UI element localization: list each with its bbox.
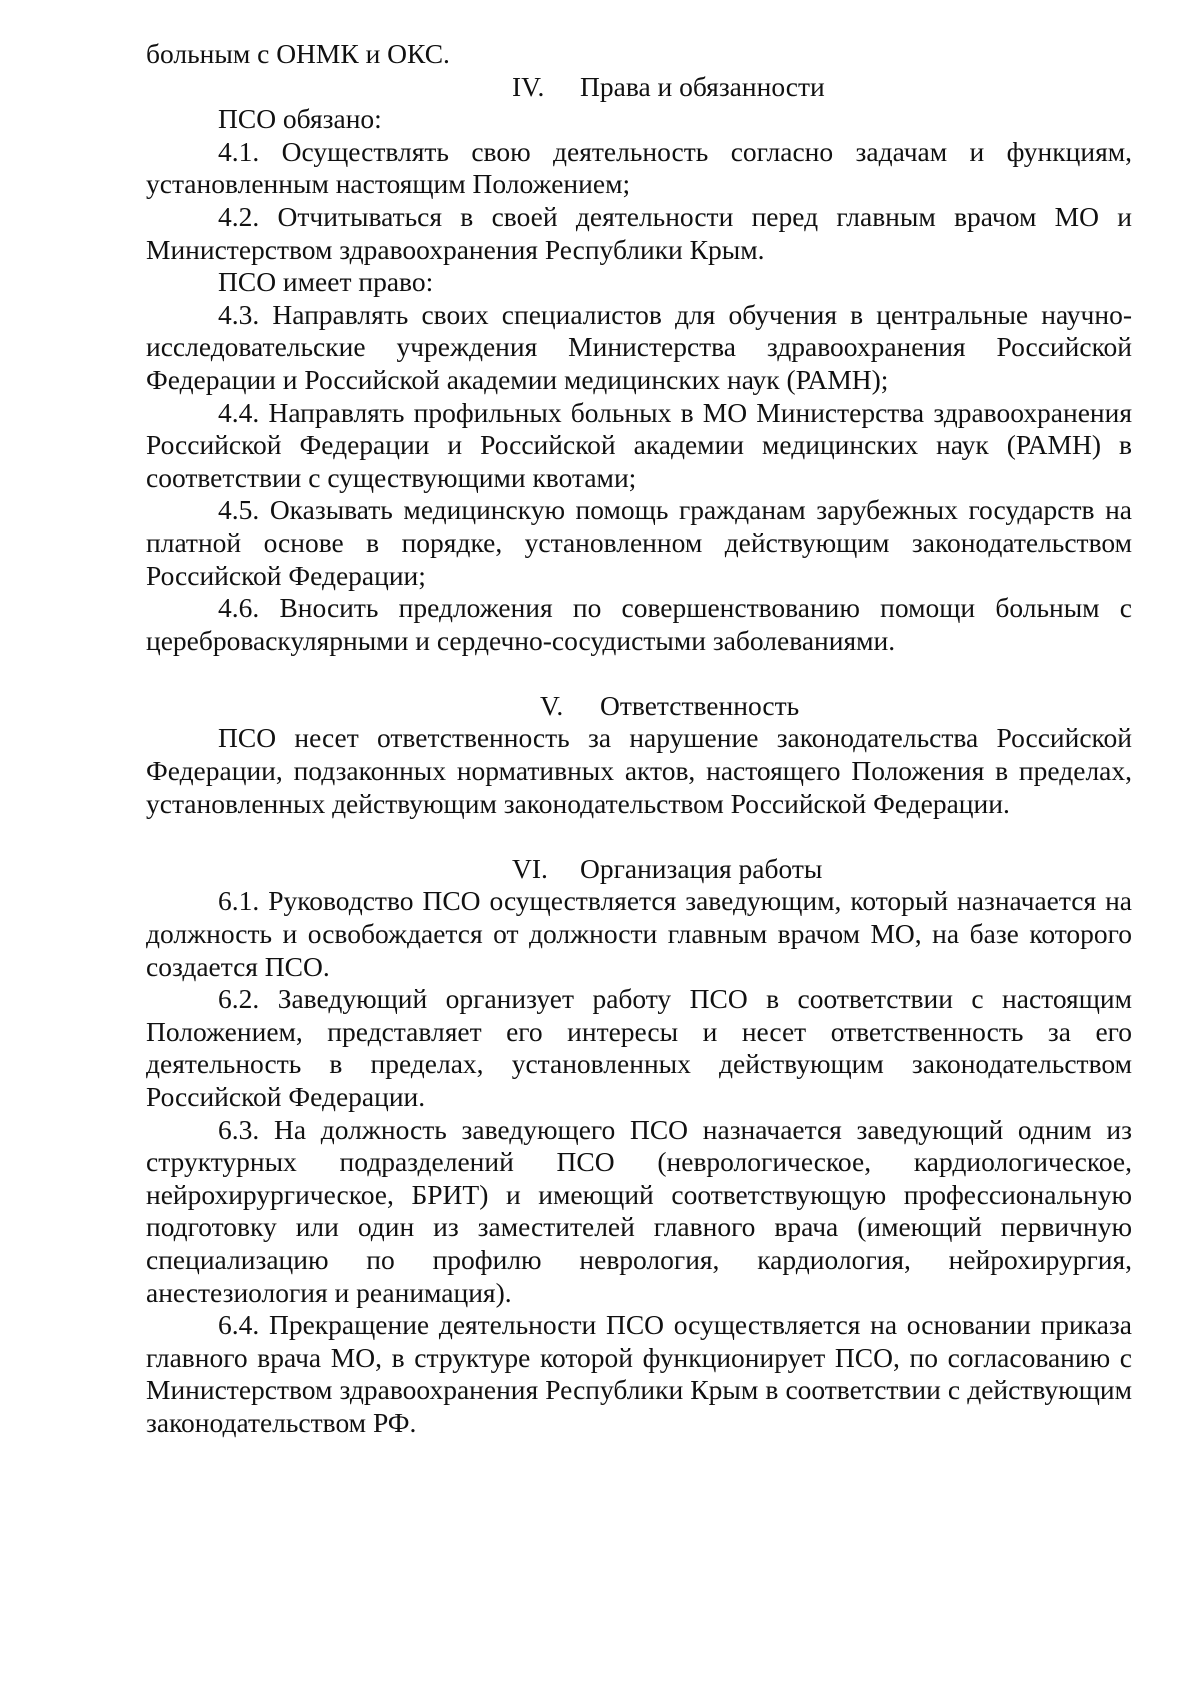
paragraph-6-4: 6.4. Прекращение деятельности ПСО осуществляется на основании приказа главного врача МО, в структуре которой функционирует ПСО, по согласованию с Министерством здравоохранения Республики Крым в соответствии с действующим законодательством РФ. [146, 1309, 1132, 1438]
paragraph-6-1: 6.1. Руководство ПСО осуществляется заведующим, который назначается на должность и освобождается от должности главным врачом МО, на базе которого создается ПСО. [146, 885, 1132, 982]
paragraph-4-6: 4.6. Вносить предложения по совершенствованию помощи больным с цереброваскулярными и сердечно-сосудистыми заболеваниями. [146, 592, 1132, 656]
section-5-title: Ответственность [600, 689, 800, 721]
document-page [146, 38, 1132, 1440]
section-5-text: ПСО несет ответственность за нарушение законодательства Российской Федерации, подзаконных нормативных актов, настоящего Положения в пределах, установленных действующим законодательством Российской Федерации. [146, 722, 1132, 819]
paragraph-4-4: 4.4. Направлять профильных больных в МО Министерства здравоохранения Российской Федерации и Российской академии медицинских наук (РАМН) в соответствии с существующими квотами; [146, 396, 1132, 493]
intro-tail-text: больным с ОНМК и ОКС. [146, 38, 450, 69]
section-6-heading [146, 853, 1132, 886]
section-5-heading [146, 690, 1132, 723]
section-4-heading [146, 71, 1132, 104]
paragraph-4-2: 4.2. Отчитываться в своей деятельности перед главным врачом МО и Министерством здравоохранения Республики Крым. [146, 200, 1132, 265]
paragraph-4-5: 4.5. Оказывать медицинскую помощь гражданам зарубежных государств на платной основе в порядке, установленном действующим законодательством Российской Федерации; [146, 494, 1132, 591]
section-4-title: Права и обязанности [580, 70, 825, 102]
section-6-title: Организация работы [580, 852, 823, 884]
paragraph-6-2: 6.2. Заведующий организует работу ПСО в соответствии с настоящим Положением, представляет его интересы и несет ответственность за его деятельность в пределах, установленных действующим законодательством Российской Федерации. [146, 983, 1132, 1112]
paragraph-4-3: 4.3. Направлять своих специалистов для обучения в центральные научно-исследовательские учреждения Министерства здравоохранения Российской Федерации и Российской академии медицинских наук (РАМН); [146, 298, 1132, 395]
paragraph-4-1: 4.1. Осуществлять свою деятельность согласно задачам и функциям, установленным настоящим Положением; [146, 135, 1132, 200]
section-4-number: IV. [512, 70, 545, 102]
section-6-number: VI. [512, 852, 548, 884]
paragraph-6-3: 6.3. На должность заведующего ПСО назначается заведующий одним из структурных подразделений ПСО (неврологическое, кардиологическое, нейрохирургическое, БРИТ) и имеющий соответствующую профессиональную подготовку или один из заместителей главного врача (имеющий первичную специализацию по профилю неврология, кардиология, нейрохирургия, анестезиология и реанимация). [146, 1113, 1132, 1308]
obligations-label: ПСО обязано: [218, 103, 382, 135]
rights-label: ПСО имеет право: [218, 266, 434, 298]
section-5-number: V. [540, 689, 564, 721]
